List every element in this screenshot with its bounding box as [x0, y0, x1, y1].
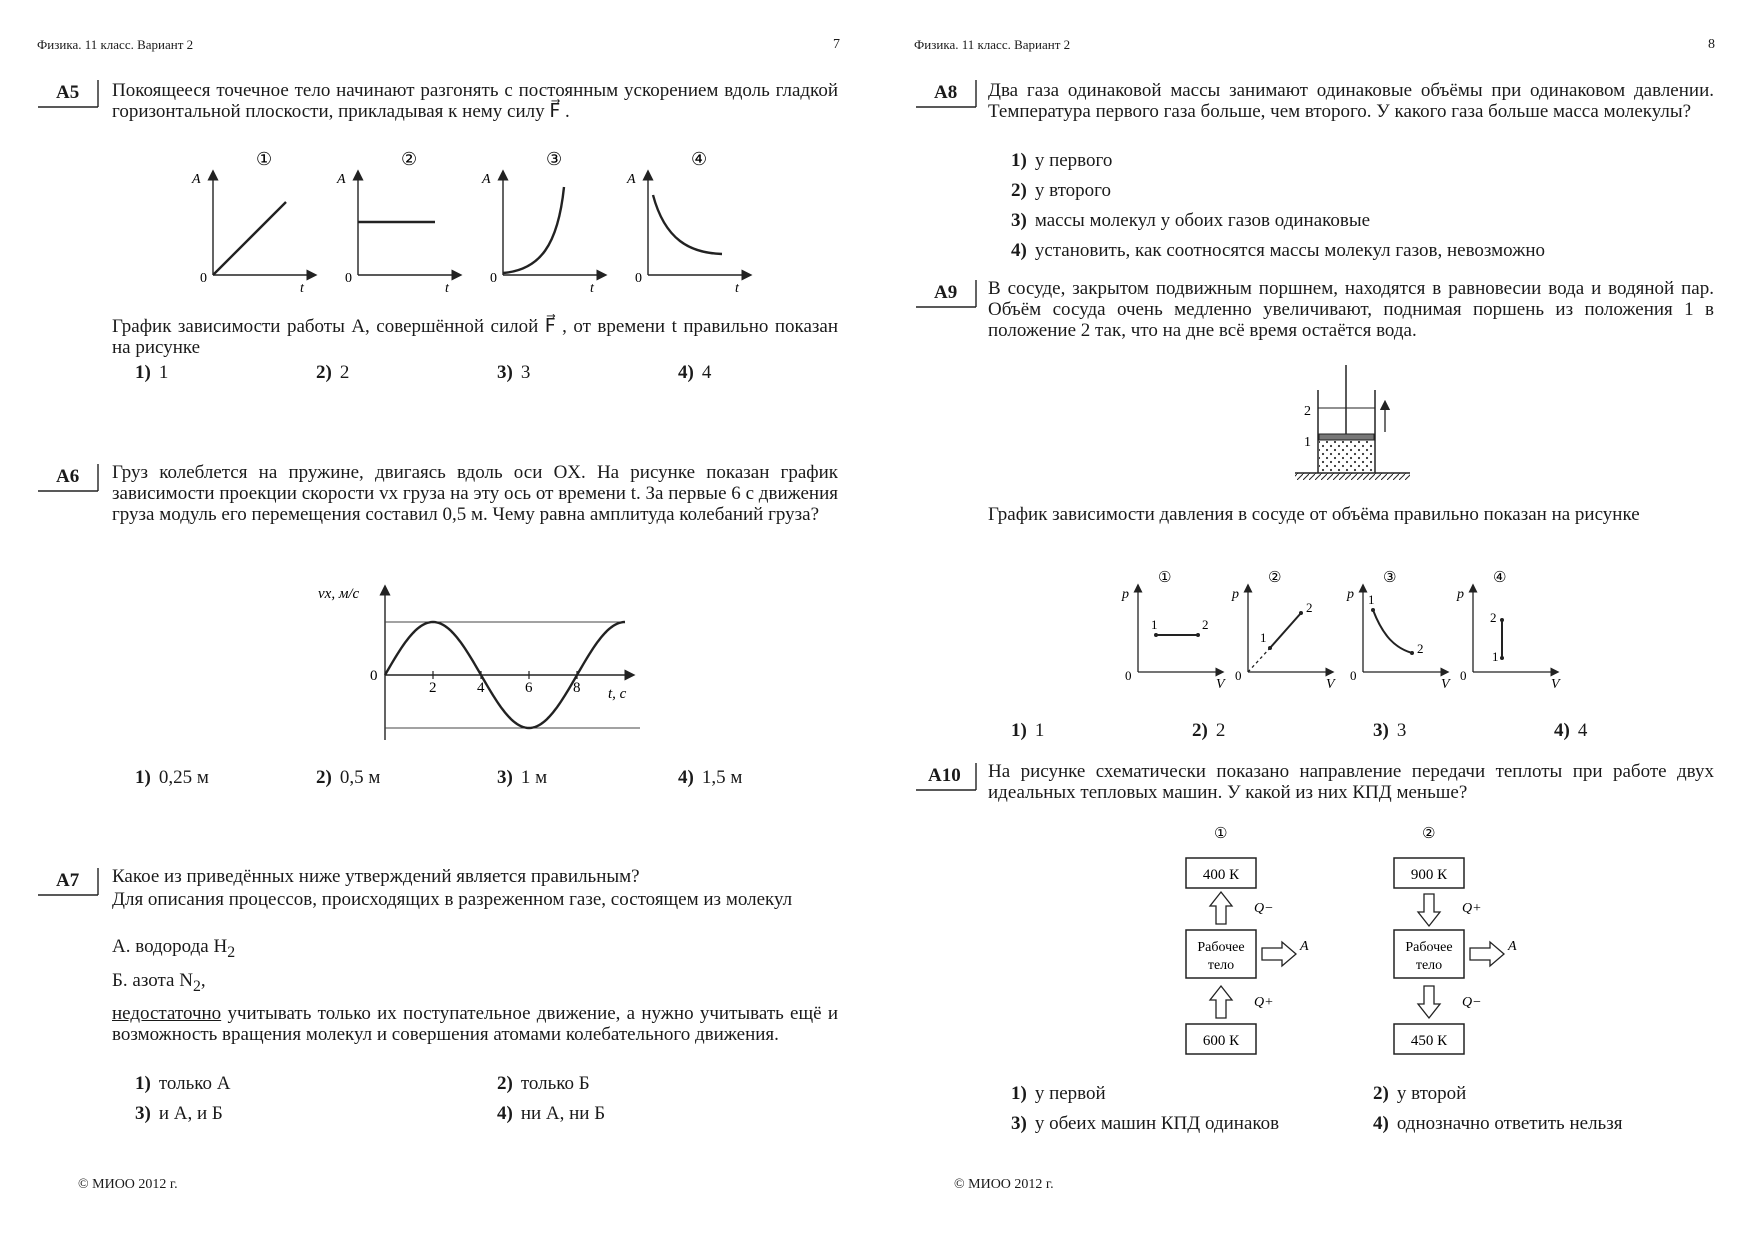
heat-engine-diagrams [1170, 820, 1570, 1065]
origin-label: 0 [1460, 668, 1467, 683]
option-number: 4) [497, 1103, 513, 1124]
option-text: ни А, ни Б [520, 1103, 606, 1124]
option-3[interactable] [497, 767, 547, 789]
page-number: 8 [1708, 37, 1715, 52]
a7-line-2: Для описания процессов, происходящих в разреженном газе, состоящем из молекул [112, 889, 793, 910]
axis-label-y: A [482, 172, 491, 187]
graph-number: ① [1158, 568, 1172, 586]
option-number: 2) [1373, 1083, 1389, 1104]
reservoir-bottom: 600 К [1202, 1033, 1240, 1049]
label-bracket [38, 80, 104, 110]
svg-text:2: 2 [1202, 617, 1209, 632]
page-header: Физика. 11 класс. Вариант 2 [37, 37, 194, 52]
page-number: 7 [833, 37, 840, 52]
option-1[interactable] [135, 767, 209, 789]
label-text: А5 [56, 82, 80, 103]
option-text: 1,5 м [701, 767, 743, 788]
label-bracket [916, 763, 982, 793]
item-tail: , [200, 970, 206, 991]
axis-label-y: p [1232, 587, 1239, 602]
option-3[interactable] [135, 1103, 223, 1125]
axis-label-x: t [590, 281, 594, 295]
graph-number: ④ [691, 149, 708, 170]
axis-label-y: vx, м/с [318, 586, 360, 602]
option-number: 1) [1011, 150, 1027, 171]
option-2[interactable] [1011, 180, 1111, 202]
reservoir-top: 400 К [1202, 867, 1240, 883]
option-number: 4) [678, 767, 694, 788]
a9-graph-1 [1121, 568, 1226, 692]
option-text: массы молекул у обоих газов одинаковые [1034, 210, 1371, 231]
axis-label-y: p [1457, 587, 1464, 602]
graph-number: ② [1268, 568, 1282, 586]
question-prompt-a9: График зависимости давления в сосуде от объёма правильно показан на рисунке [988, 504, 1640, 525]
option-4[interactable] [497, 1103, 605, 1125]
option-text: только А [158, 1073, 231, 1094]
label-text: А6 [56, 466, 80, 487]
option-4[interactable] [1373, 1113, 1622, 1135]
option-number: 1) [1011, 1083, 1027, 1104]
a5-graph-1 [191, 149, 312, 295]
heat-label-top: Q+ [1462, 901, 1482, 916]
axis-label-y: A [192, 172, 201, 187]
option-number: 3) [1011, 1113, 1027, 1134]
label-text: А8 [934, 82, 958, 103]
a5-graph-2 [336, 149, 457, 295]
origin-label: 0 [345, 271, 352, 286]
label-text: А7 [56, 870, 80, 891]
reservoir-bottom: 450 К [1410, 1033, 1448, 1049]
axis-label-x: t [300, 281, 304, 295]
x-tick-label: 6 [525, 680, 533, 696]
option-1[interactable] [1011, 1083, 1106, 1105]
graph-number: ③ [546, 149, 563, 170]
underlined-word: недостаточно [112, 1003, 222, 1024]
svg-text:1: 1 [1368, 592, 1375, 607]
heat-engine-1 [1186, 824, 1309, 1054]
axis-label-x: t [445, 281, 449, 295]
page-header: Физика. 11 класс. Вариант 2 [914, 37, 1071, 52]
question-text-a6: Груз колеблется на пружине, двигаясь вдоль оси OX. На рисунке показан график зависимости проекции скорости vx груза на эту ось от времени t. За первые 6 с движения груза модуль его перемещения составил 0,5 м. Чему равна амплитуда колебаний груза? [112, 462, 838, 525]
axis-label-y: p [1122, 587, 1129, 602]
svg-text:1: 1 [1151, 617, 1158, 632]
option-1[interactable] [1011, 720, 1044, 742]
option-number: 3) [497, 362, 513, 383]
label-text: А9 [934, 282, 958, 303]
option-number: 2) [316, 767, 332, 788]
page-footer: © МИОО 2012 г. [954, 1177, 1054, 1192]
graph-number: ① [256, 149, 273, 170]
option-text: у первой [1034, 1083, 1106, 1104]
machine-number: ② [1422, 824, 1436, 842]
axis-label-x: V [1326, 677, 1335, 692]
option-number: 3) [1011, 210, 1027, 231]
option-1[interactable] [135, 1073, 231, 1095]
origin-label: 0 [1235, 668, 1242, 683]
option-number: 4) [1554, 720, 1570, 741]
svg-text:1: 1 [1260, 630, 1267, 645]
option-text: 4 [1577, 720, 1588, 741]
a7-line-1: Какое из приведённых ниже утверждений является правильным? [112, 866, 640, 887]
option-number: 4) [1011, 240, 1027, 261]
axis-label-x: V [1216, 677, 1225, 692]
a9-graph-2 [1231, 568, 1336, 692]
option-4[interactable] [1011, 240, 1545, 262]
statement-rest: учитывать только их поступательное движение, а нужно учитывать ещё и возможность вращения молекул и совершения атомами колебательного движения. [112, 1003, 838, 1045]
option-3[interactable] [1373, 720, 1406, 742]
option-text: 3 [520, 362, 531, 383]
option-text: 1 [158, 362, 169, 383]
origin-label: 0 [635, 271, 642, 286]
reservoir-top: 900 К [1410, 867, 1448, 883]
option-text: установить, как соотносятся массы молекул газов, невозможно [1034, 240, 1545, 261]
axis-label-y: A [627, 172, 636, 187]
option-number: 3) [1373, 720, 1389, 741]
axis-label-x: V [1441, 677, 1450, 692]
option-text: 3 [1396, 720, 1407, 741]
axis-label-x: t [735, 281, 739, 295]
a9-graph-4 [1456, 568, 1561, 692]
heat-engine-2 [1394, 824, 1517, 1054]
option-text: 1 [1034, 720, 1045, 741]
label-bracket [916, 280, 982, 310]
label-bracket [916, 80, 982, 110]
question-text-a5: Покоящееся точечное тело начинают разгонять с постоянным ускорением вдоль гладкой горизонтальной плоскости, прикладывая к нему силу F⃗ . [112, 80, 838, 122]
working-body-line1: Рабочее [1405, 940, 1453, 955]
option-number: 3) [497, 767, 513, 788]
option-text: и А, и Б [158, 1103, 223, 1124]
origin-label: 0 [1125, 668, 1132, 683]
option-number: 3) [135, 1103, 151, 1124]
graph-number: ③ [1383, 568, 1397, 586]
option-text: 2 [339, 362, 350, 383]
label-text: А10 [928, 765, 961, 786]
origin-label: 0 [200, 271, 207, 286]
option-text: у второго [1034, 180, 1111, 201]
x-tick-label: 2 [429, 680, 437, 696]
axis-label-x: t, с [608, 686, 627, 702]
option-number: 1) [135, 767, 151, 788]
x-tick-label: 8 [573, 680, 581, 696]
origin-label: 0 [1350, 668, 1357, 683]
a7-item-a [112, 936, 235, 962]
axis-label-y: A [337, 172, 346, 187]
svg-text:2: 2 [1417, 641, 1424, 656]
question-prompt-a5: График зависимости работы A, совершённой силой F⃗ , от времени t правильно показан на рисунке [112, 316, 838, 358]
option-3[interactable] [497, 362, 530, 384]
heat-label-bottom: Q+ [1254, 995, 1274, 1010]
question-text-a10: На рисунке схематически показано направление передачи теплоты при работе двух идеальных тепловых машин. У какой из них КПД меньше? [988, 761, 1714, 803]
working-body-line2: тело [1207, 958, 1235, 973]
position-label-2: 2 [1304, 404, 1311, 419]
a7-statement [112, 1003, 838, 1045]
option-text: 4 [701, 362, 712, 383]
option-number: 1) [135, 1073, 151, 1094]
a9-graph-3 [1346, 568, 1451, 692]
working-body-line2: тело [1415, 958, 1443, 973]
option-2[interactable] [316, 767, 380, 789]
option-number: 1) [135, 362, 151, 383]
graph-number: ② [401, 149, 418, 170]
machine-number: ① [1214, 824, 1228, 842]
option-number: 4) [678, 362, 694, 383]
heat-label-bottom: Q− [1462, 995, 1482, 1010]
option-text: у второй [1396, 1083, 1467, 1104]
axis-label-x: V [1551, 677, 1560, 692]
option-text: 1 м [520, 767, 548, 788]
a6-graph [310, 580, 650, 750]
svg-text:1: 1 [1492, 649, 1499, 664]
origin-label: 0 [370, 668, 378, 684]
heat-label-top: Q− [1254, 901, 1274, 916]
x-tick-label: 4 [477, 680, 485, 696]
option-number: 2) [316, 362, 332, 383]
option-text: 0,25 м [158, 767, 209, 788]
option-2[interactable] [497, 1073, 590, 1095]
page-footer: © МИОО 2012 г. [78, 1177, 178, 1192]
position-label-1: 1 [1304, 435, 1311, 450]
option-4[interactable] [1554, 720, 1587, 742]
option-text: 0,5 м [339, 767, 381, 788]
item-subscript: 2 [192, 977, 201, 995]
option-text: у обеих машин КПД одинаков [1034, 1113, 1280, 1134]
option-4[interactable] [678, 362, 711, 384]
option-3[interactable] [1011, 1113, 1279, 1135]
a7-item-b [112, 970, 206, 996]
option-2[interactable] [316, 362, 349, 384]
option-number: 2) [1192, 720, 1208, 741]
option-1[interactable] [1011, 150, 1112, 172]
option-text: однозначно ответить нельзя [1396, 1113, 1623, 1134]
a5-graph-4 [626, 149, 747, 295]
option-text: у первого [1034, 150, 1113, 171]
option-number: 1) [1011, 720, 1027, 741]
working-body-line1: Рабочее [1197, 940, 1245, 955]
axis-label-y: p [1347, 587, 1354, 602]
a9-graphs [1110, 568, 1610, 703]
option-number: 2) [497, 1073, 513, 1094]
label-bracket [38, 868, 104, 898]
item-subscript: 2 [227, 943, 236, 961]
option-number: 4) [1373, 1113, 1389, 1134]
option-4[interactable] [678, 767, 742, 789]
svg-text:2: 2 [1490, 610, 1497, 625]
svg-text:2: 2 [1306, 600, 1313, 615]
a5-graphs [180, 145, 780, 295]
option-3[interactable] [1011, 210, 1370, 232]
option-number: 2) [1011, 180, 1027, 201]
option-2[interactable] [1373, 1083, 1466, 1105]
label-bracket [38, 464, 104, 494]
option-1[interactable] [135, 362, 168, 384]
work-label: A [1300, 939, 1309, 954]
option-2[interactable] [1192, 720, 1225, 742]
origin-label: 0 [490, 271, 497, 286]
question-text-a9: В сосуде, закрытом подвижным поршнем, находятся в равновесии вода и водяной пар. Объём сосуда очень медленно увеличивают, поднимая поршень из положения 1 в положение 2 так, что на дне всё время остаётся вода. [988, 278, 1714, 341]
graph-number: ④ [1493, 568, 1507, 586]
item-text: Б. азота N [112, 970, 193, 991]
a5-graph-3 [481, 149, 602, 295]
option-text: только Б [520, 1073, 590, 1094]
work-label: A [1508, 939, 1517, 954]
vessel-figure [1285, 360, 1425, 485]
option-text: 2 [1215, 720, 1226, 741]
item-text: А. водорода H [112, 936, 228, 957]
question-text-a8: Два газа одинаковой массы занимают одинаковые объёмы при одинаковом давлении. Температура первого газа больше, чем второго. У какого газа больше масса молекулы? [988, 80, 1714, 122]
